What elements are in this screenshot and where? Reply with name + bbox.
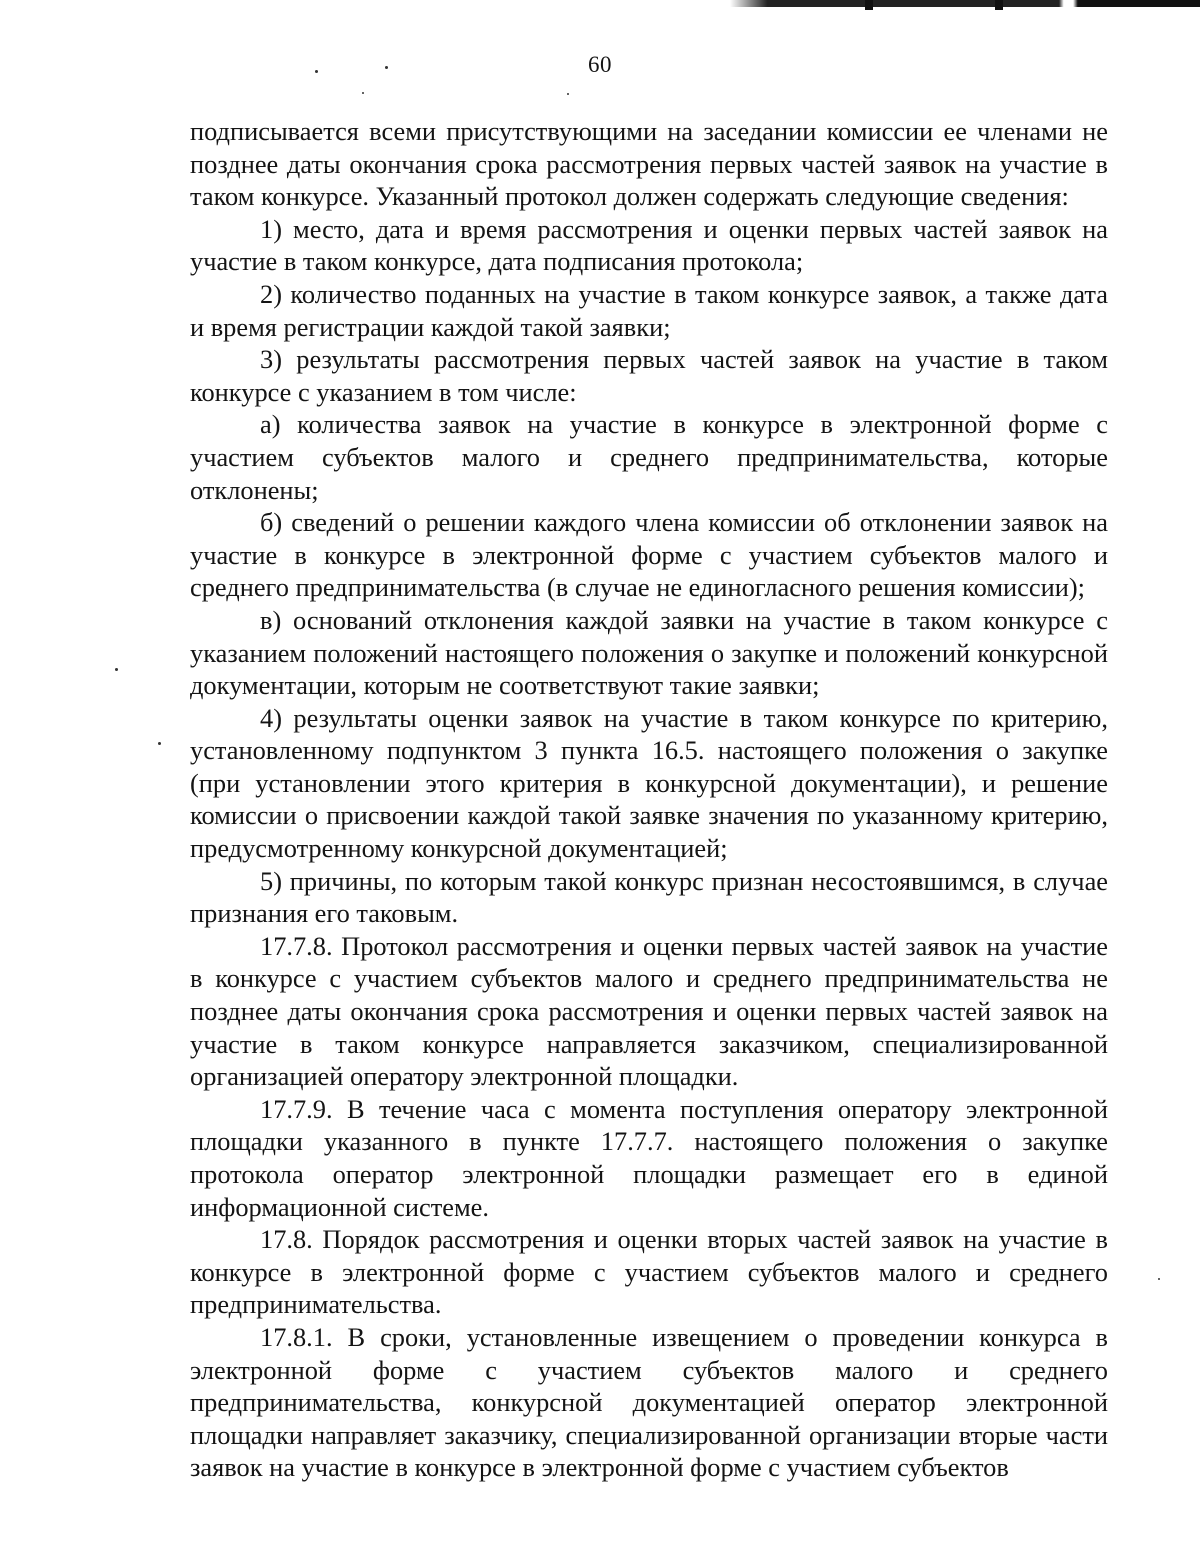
list-item-3b: б) сведений о решении каждого члена комиссии об отклонении заявок на участие в конкурсе в электронной форме с участием субъектов малого и среднего предпринимательства (в случае не единогласного решения комиссии); xyxy=(190,507,1108,603)
scan-speck xyxy=(362,92,364,94)
scan-edge-mark xyxy=(995,0,1003,10)
list-item-3v: в) оснований отклонения каждой заявки на участие в таком конкурсе с указанием положений настоящего положения о закупке и положений конкурсной документации, которым не соответствуют такие заявки; xyxy=(190,604,1108,701)
clause-17-8-heading: 17.8. Порядок рассмотрения и оценки вторых частей заявок на участие в конкурсе в электронной форме с участием субъектов малого и среднего предпринимательства. xyxy=(190,1224,1108,1320)
list-item-2: 2) количество поданных на участие в таком конкурсе заявок, а также дата и время регистрации каждой такой заявки; xyxy=(190,278,1108,342)
page-number: 60 xyxy=(588,52,612,77)
scan-speck xyxy=(1158,1278,1160,1280)
scan-speck xyxy=(158,742,161,745)
list-item-5: 5) причины, по которым такой конкурс признан несостоявшимся, в случае признания его таковым. xyxy=(190,865,1108,929)
paragraph-continuation: подписывается всеми присутствующими на заседании комиссии ее членами не позднее даты окончания срока рассмотрения первых частей заявок на участие в таком конкурсе. Указанный протокол должен содержать следующие сведения: xyxy=(190,116,1108,212)
scan-speck xyxy=(567,93,569,95)
clause-17-7-8: 17.7.8. Протокол рассмотрения и оценки первых частей заявок на участие в конкурсе с участием субъектов малого и среднего предпринимательства не позднее даты окончания срока рассмотрения и оценки первых частей заявок на участие в таком конкурсе направляется заказчиком, специализированной организацией оператору электронной площадки. xyxy=(190,930,1108,1092)
list-item-3a: а) количества заявок на участие в конкурсе в электронной форме с участием субъектов малого и среднего предпринимательства, которые отклонены; xyxy=(190,409,1108,505)
scan-edge-artifact xyxy=(730,0,1200,7)
clause-17-7-9: 17.7.9. В течение часа с момента поступления оператору электронной площадки указанного в пункте 17.7.7. настоящего положения о закупке протокола оператор электронной площадки размещает его в единой информационной системе. xyxy=(190,1093,1108,1222)
document-body xyxy=(190,115,1108,1484)
list-item-4: 4) результаты оценки заявок на участие в таком конкурсе по критерию, установленному подпунктом 3 пункта 16.5. настоящего положения о закупке (при установлении этого критерия в конкурсной документации), и решение комиссии о присвоении каждой такой заявке значения по указанному критерию, предусмотренному конкурсной документацией; xyxy=(190,702,1108,864)
list-item-1: 1) место, дата и время рассмотрения и оценки первых частей заявок на участие в таком конкурсе, дата подписания протокола; xyxy=(190,213,1108,277)
clause-17-8-1: 17.8.1. В сроки, установленные извещением о проведении конкурса в электронной форме с участием субъектов малого и среднего предпринимательства, конкурсной документацией оператор электронной площадки направляет заказчику, специализированной организации вторые части заявок на участие в конкурсе в электронной форме с участием субъектов xyxy=(190,1321,1108,1483)
list-item-3: 3) результаты рассмотрения первых частей заявок на участие в таком конкурсе с указанием в том числе: xyxy=(190,344,1108,407)
scan-speck xyxy=(115,668,118,671)
scan-edge-mark xyxy=(865,0,873,10)
